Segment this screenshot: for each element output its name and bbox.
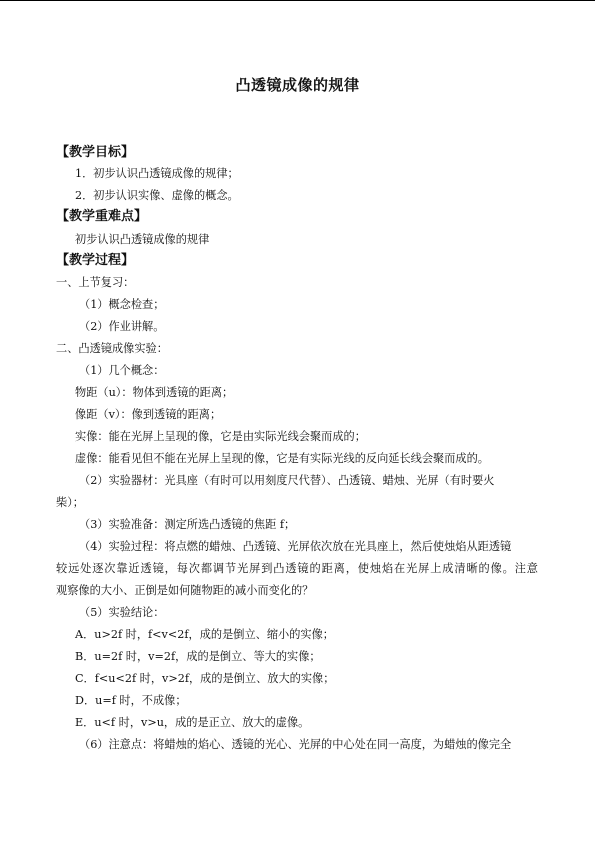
concept-image-distance: 像距（v）：像到透镜的距离； [75, 408, 222, 421]
section-heading-goals: 【教学目标】 [56, 145, 135, 160]
procedure-line-1: （4）实验过程：将点燃的蜡烛、凸透镜、光屏依次放在光具座上，然后使烛焰从距透镜 [79, 540, 512, 553]
page-top-border [0, 0, 595, 1]
conclusion-item-b: B．u=2f 时，v=2f，成的是倒立、等大的实像； [75, 650, 321, 663]
experiment-title: 二、凸透镜成像实验： [56, 342, 168, 355]
review-item-1: （1）概念检查； [79, 298, 165, 311]
concept-real-image: 实像：能在光屏上呈现的像，它是由实际光线会聚而成的； [75, 430, 366, 443]
section-heading-process: 【教学过程】 [56, 253, 135, 268]
goal-item-2: 2．初步认识实像、虚像的概念。 [75, 189, 239, 202]
procedure-line-2: 较远处逐次靠近透镜，每次都调节光屏到凸透镜的距离，使烛焰在光屏上成清晰的像。注意 [56, 562, 538, 575]
conclusion-title: （5）实验结论： [79, 606, 165, 619]
section-heading-key-points: 【教学重难点】 [56, 209, 148, 224]
equipment-line-2: 柴）； [56, 496, 84, 509]
concept-object-distance: 物距（u）：物体到透镜的距离； [75, 386, 234, 399]
review-item-2: （2）作业讲解。 [79, 320, 165, 333]
goal-item-1: 1．初步认识凸透镜成像的规律； [75, 167, 239, 180]
conclusion-item-e: E．u<f 时，v>u，成的是正立、放大的虚像。 [75, 716, 310, 729]
procedure-line-3: 观察像的大小、正倒是如何随物距的减小而变化的？ [56, 584, 314, 597]
conclusion-item-a: A．u>2f 时，f<v<2f，成的是倒立、缩小的实像； [75, 628, 334, 641]
document-title: 凸透镜成像的规律 [235, 76, 360, 94]
key-point-item: 初步认识凸透镜成像的规律 [75, 233, 210, 246]
conclusion-item-d: D．u=f 时，不成像； [75, 694, 187, 707]
review-title: 一、上节复习： [56, 276, 135, 289]
conclusion-item-c: C．f<u<2f 时，v>2f，成的是倒立、放大的实像； [75, 672, 335, 685]
notes-line-1: （6）注意点：将蜡烛的焰心、透镜的光心、光屏的中心处在同一高度，为蜡烛的像完全 [79, 738, 512, 751]
equipment-line-1: （2）实验器材：光具座（有时可以用刻度尺代替）、凸透镜、蜡烛、光屏（有时要火 [79, 474, 495, 487]
preparation-line: （3）实验准备：测定所选凸透镜的焦距 f； [79, 518, 296, 531]
concepts-title: （1）几个概念： [79, 364, 165, 377]
concept-virtual-image: 虚像：能看见但不能在光屏上呈现的像，它是有实际光线的反向延长线会聚而成的。 [75, 452, 489, 465]
